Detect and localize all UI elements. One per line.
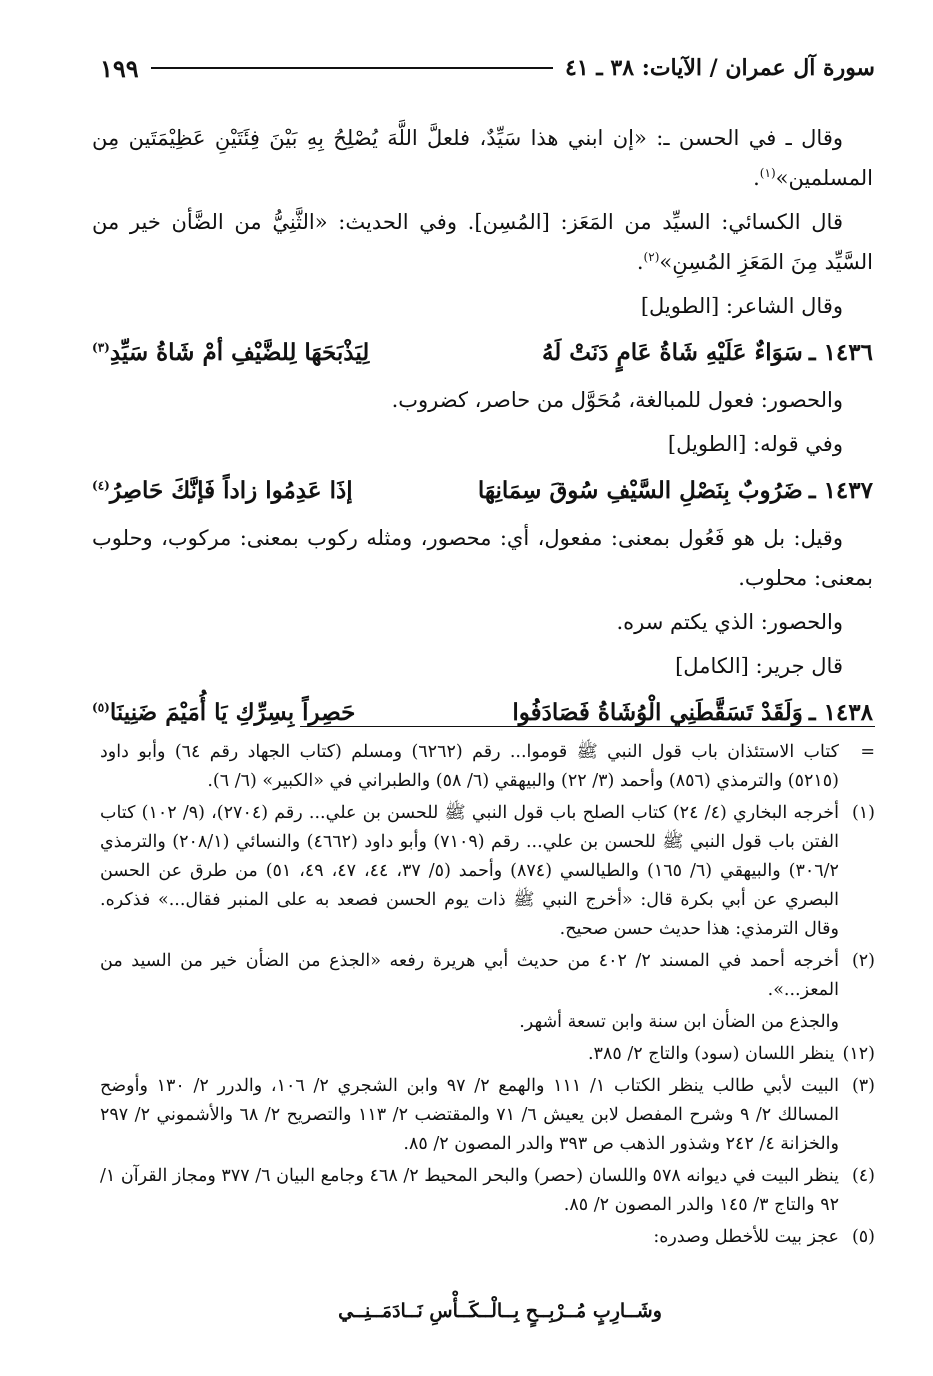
footnote-ref[interactable]: (٤) bbox=[92, 478, 110, 493]
footnote bbox=[100, 1072, 875, 1159]
verse-second-hemistich: إذَا عَدِمُوا زاداً فَإنَّكَ حَاصِرُ$^{(٤)}$ bbox=[92, 477, 353, 504]
paragraph: وفي قوله: [الطويل] bbox=[667, 432, 843, 456]
footnote-text: ينظر البيت في ديوانه ٥٧٨ واللسان (حصر) والبحر المحيط ٢/ ٤٦٨ وجامع البيان ٦/ ٣٧٧ ومجاز القرآن ١/ ٩٢ والتاج ٣/ ١٤٥ والدر المصون ٢/ ٨٥. bbox=[100, 1166, 839, 1215]
footnote-text: عجز بيت للأخطل وصدره: bbox=[653, 1227, 839, 1247]
verse-number: ١٤٣٨ ـ bbox=[808, 699, 873, 726]
footnote-mark: (٥) bbox=[851, 1227, 875, 1247]
paragraph: وقيل: بل هو فَعُول بمعنى: مفعول، أي: محصور، ومثله ركوب بمعنى: مركوب، وحلوب بمعنى: محلوب. bbox=[92, 526, 873, 590]
verse-second-hemistich: لِيَذْبَحَهَا لِلضَّيْفِ أمْ شَاةُ سَيِّدِ$^{(٣)}$ bbox=[92, 339, 370, 366]
verse-first-hemistich: وَلَقَدْ تَسَقَّطَنِي الْوُشَاةُ فَصَادَفُوا bbox=[512, 699, 803, 726]
main-text bbox=[92, 118, 873, 740]
footnote bbox=[100, 738, 875, 796]
paragraph: والحصور: فعول للمبالغة، مُحَوَّل من حاصر، كضروب. bbox=[391, 388, 843, 412]
footnote-verse: وشَــارِبٍ مُــرْبِــحٍ بِــالْــكَــأْسِ نَــادَمَــنِــي bbox=[338, 1300, 662, 1322]
footnote bbox=[100, 1040, 875, 1069]
paragraph: وقال ـ في الحسن ـ: «إن ابني هذا سَيِّدٌ، فلعلَّ اللَّهَ يُصْلِحُ بِهِ بَيْنَ فِئَتَيْنِ عَظِيْمَتَين مِن المسلمين»$^{(١)}$. bbox=[92, 126, 873, 190]
page-number: ١٩٩ bbox=[100, 53, 139, 83]
footnote-ref[interactable]: (٥) bbox=[92, 700, 110, 715]
footnote-mark: (١٢) bbox=[842, 1044, 875, 1064]
paragraph: والحصور: الذي يكتم سره. bbox=[616, 610, 843, 634]
verse-1438 bbox=[92, 690, 873, 736]
verse-number: ١٤٣٦ ـ bbox=[808, 339, 873, 366]
footnote-text: ينظر اللسان (سود) والتاج ٢/ ٣٨٥. bbox=[587, 1044, 835, 1064]
footnote-ref[interactable]: (١) bbox=[759, 166, 776, 180]
footnote-mark: (٤) bbox=[851, 1166, 875, 1186]
footnote-mark: (٣) bbox=[851, 1076, 875, 1096]
footnote-separator bbox=[300, 726, 875, 727]
verse-second-hemistich: حَصِراً بِسِرِّكِ يَا أُمَيْمَ ضَنِينَا$^{(٥)}$ bbox=[92, 699, 356, 726]
verse-1436 bbox=[92, 330, 873, 376]
footnote-mark: (١) bbox=[851, 803, 875, 823]
paragraph: قال جرير: [الكامل] bbox=[675, 654, 843, 678]
header-rule bbox=[151, 67, 553, 69]
footnote-text: كتاب الاستئذان باب قول النبي ﷺ قوموا... رقم (٦٢٦٢) ومسلم (كتاب الجهاد رقم ٦٤) وأبو داود (٥٢١٥) والترمذي (٨٥٦) وأحمد (٣/ ٢٢) والبيهقي (٦/ ٥٨) والطبراني في «الكبير» (٦/ ٦). bbox=[100, 742, 839, 791]
footnote bbox=[100, 799, 875, 944]
footnote-continuation bbox=[100, 1008, 875, 1037]
verse-1437 bbox=[92, 468, 873, 514]
paragraph: قال الكسائي: السيِّد من المَعَز: [المُسِن]. وفي الحديث: «الثَّنِيُّ من الضَّأن خير من السَّيِّد مِنَ المَعَزِ المُسِنِ»$^{(٢)}$. bbox=[92, 210, 873, 274]
running-title: سورة آل عمران / الآيات: ٣٨ ـ ٤١ bbox=[565, 55, 875, 81]
footnote bbox=[100, 947, 875, 1005]
footnote-text: أخرجه أحمد في المسند ٢/ ٤٠٢ من حديث أبي هريرة رفعه «الجذع من الضأن خير من السيد من المعز...». bbox=[100, 951, 839, 1000]
page-header bbox=[100, 48, 875, 88]
verse-first-hemistich: سَوَاءٌ عَلَيْهِ شَاةُ عَامٍ دَنَتْ لَهُ bbox=[541, 339, 803, 366]
footnote-ref[interactable]: (٢) bbox=[643, 250, 660, 264]
footnote-mark: (٢) bbox=[851, 951, 875, 971]
footnote bbox=[100, 1162, 875, 1220]
footnotes bbox=[100, 738, 875, 1255]
paragraph: وقال الشاعر: [الطويل] bbox=[640, 294, 843, 318]
footnote-text: البيت لأبي طالب ينظر الكتاب ١/ ١١١ والهمع ٢/ ٩٧ وابن الشجري ٢/ ١٠٦، والدرر ٢/ ١٣٠ وأوضح المسالك ٢/ ٩ وشرح المفصل لابن يعيش ٦/ ٧١ والمقتضب ٢/ ١١٣ والتصريح ٢/ ٦٨ والأشموني ٢/ ٢٩٧ والخزانة ٤/ ٢٤٢ وشذور الذهب ص ٣٩٣ والدر المصون ٢/ ٨٥. bbox=[100, 1076, 839, 1154]
footnote-ref[interactable]: (٣) bbox=[92, 340, 110, 355]
verse-number: ١٤٣٧ ـ bbox=[808, 477, 873, 504]
verse-first-hemistich: ضَرُوبٌ بِنَصْلِ السَّيْفِ سُوقَ سِمَانِهَا bbox=[477, 477, 803, 504]
footnote-text: أخرجه البخاري (٤/ ٢٤) كتاب الصلح باب قول النبي ﷺ للحسن بن علي... رقم (٢٧٠٤)، (٩/ ١٠٢) كتاب الفتن باب قول النبي ﷺ للحسن بن علي... رقم (٧١٠٩) وأبو داود (٤٦٦٢) والنسائي (٢٠٨/١) والترمذي ٣٠٦/٢) والبيهقي (٦/ ١٦٥) والطيالسي (٨٧٤) وأحمد (٥/ ٣٧، ٤٤، ٤٧، ٤٩، ٥١) من طرق عن الحسن البصري عن أبي بكرة قال: «أخرج النبي ﷺ ذات يوم الحسن فصعد به على المنبر فقال...» فذكره. وقال الترمذي: هذا حديث حسن صحيح. bbox=[100, 803, 839, 939]
footnote-mark: = bbox=[860, 742, 875, 762]
footnote-text: والجذع من الضأن ابن سنة وابن تسعة أشهر. bbox=[519, 1012, 839, 1032]
footnote bbox=[100, 1223, 875, 1252]
